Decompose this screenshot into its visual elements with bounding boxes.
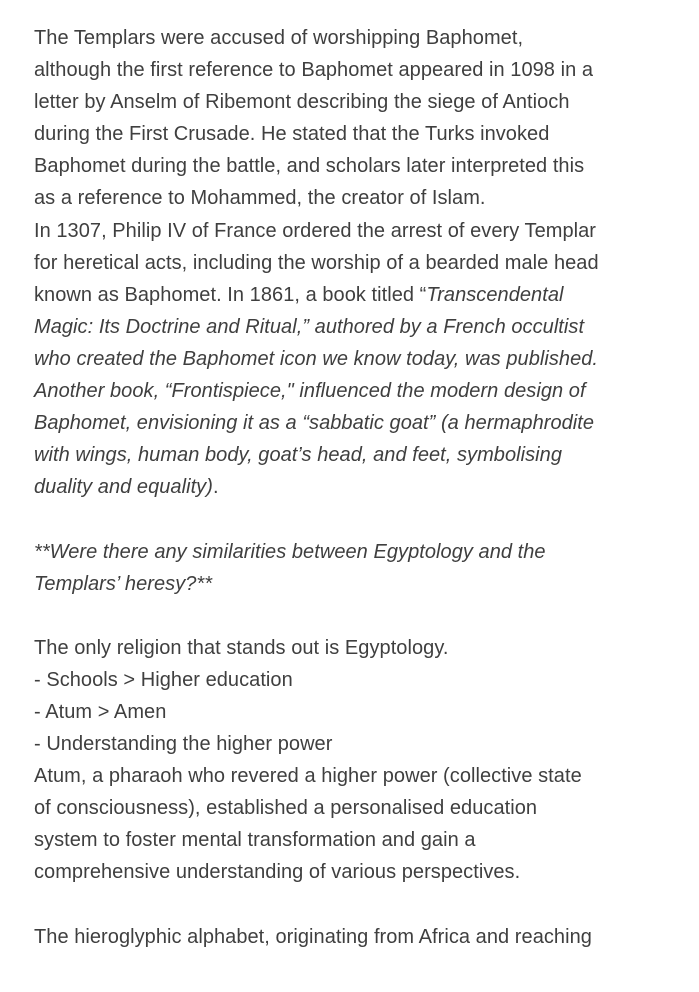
text-line: comprehensive understanding of various perspectives. [34,861,521,884]
list-item: - Understanding the higher power [34,733,333,756]
text-line: Atum, a pharaoh who revered a higher power (collective state [34,765,582,788]
paragraph-templars-accusation [34,22,671,215]
paragraph-spacer [34,503,671,535]
italic-text-line: Magic: Its Doctrine and Ritual,” authored by a French occultist [34,315,585,338]
italic-text-line: who created the Baphomet icon we know today, was published. [34,347,599,370]
text-line: during the First Crusade. He stated that the Turks invoked [34,123,550,146]
paragraph-egyptology [34,632,671,889]
text-line: as a reference to Mohammed, the creator of Islam. [34,187,486,210]
paragraph-philip-iv [34,215,671,504]
question-line: Templars’ heresy?** [34,572,213,595]
question-line: **Were there any similarities between Egyptology and the [34,540,546,563]
text-line: In 1307, Philip IV of France ordered the arrest of every Templar [34,219,597,242]
text-line: system to foster mental transformation and gain a [34,829,476,852]
text-line: The hieroglyphic alphabet, originating from Africa and reaching [34,925,592,948]
italic-text-segment: duality and equality) [34,476,213,499]
text-line: although the first reference to Baphomet appeared in 1098 in a [34,59,594,82]
italic-text-line: Another book, “Frontispiece," influenced the modern design of [34,380,586,403]
text-line: Baphomet during the battle, and scholars later interpreted this [34,155,585,178]
paragraph-spacer [34,600,671,632]
text-line [34,471,671,503]
paragraph-hieroglyphic [34,921,671,953]
text-line: of consciousness), established a personalised education [34,797,538,820]
list-item: - Atum > Amen [34,700,167,723]
text-segment: known as Baphomet. In 1861, a book titled “ [34,283,427,306]
text-line: The Templars were accused of worshipping Baphomet, [34,27,524,49]
text-segment: . [212,476,219,499]
paragraph-spacer [34,889,671,921]
text-line [34,279,671,311]
text-line: The only religion that stands out is Egyptology. [34,636,449,659]
question-heading [34,536,671,600]
italic-text-line: with wings, human body, goat’s head, and feet, symbolising [34,444,563,467]
book-title-italic: Transcendental [426,283,564,306]
text-line: for heretical acts, including the worship of a bearded male head [34,251,599,274]
list-item: - Schools > Higher education [34,668,293,691]
italic-text-line: Baphomet, envisioning it as a “sabbatic goat” (a hermaphrodite [34,412,595,435]
text-line: letter by Anselm of Ribemont describing the siege of Antioch [34,91,570,114]
